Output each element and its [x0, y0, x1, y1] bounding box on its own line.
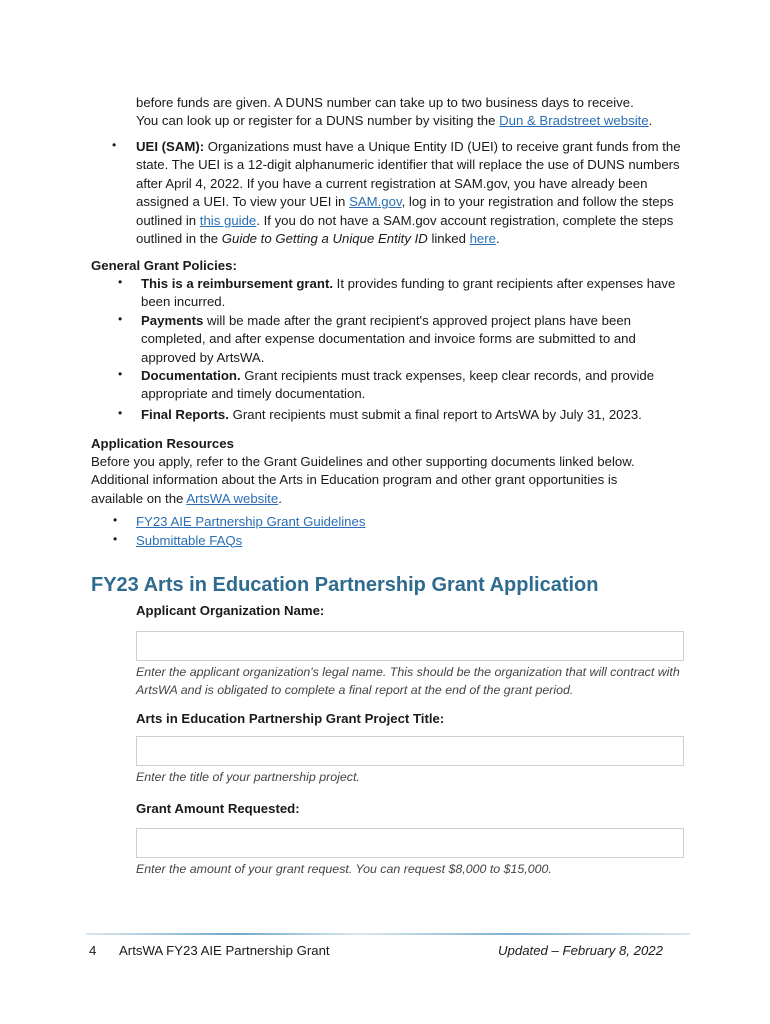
policy-item: • Final Reports. Grant recipients must submit a final report to ArtsWA by July 31, 2023. — [118, 405, 642, 422]
project-title-label: Arts in Education Partnership Grant Project Title: — [136, 711, 445, 726]
application-resources-section — [91, 435, 691, 550]
project-title-input[interactable] — [136, 736, 684, 766]
project-title-hint: Enter the title of your partnership project. — [136, 770, 360, 784]
resources-line-1: Before you apply, refer to the Grant Guidelines and other supporting documents linked below. — [91, 454, 635, 469]
faqs-link[interactable]: Submittable FAQs — [136, 532, 243, 548]
policies-heading: General Grant Policies: — [91, 258, 237, 273]
here-link[interactable]: here — [469, 231, 496, 247]
dun-bradstreet-link[interactable]: Dun & Bradstreet website — [499, 113, 649, 129]
resources-heading: Application Resources — [91, 436, 234, 451]
bullet-icon: • — [113, 513, 118, 528]
artswa-website-link[interactable]: ArtsWA website — [186, 490, 279, 506]
org-name-hint: Enter the applicant organization's legal name. This should be the organization that will contract with ArtsWA and is obligated to complete a final report at the end of the grant period. — [136, 665, 680, 698]
bullet-icon: • — [112, 138, 117, 152]
org-name-input[interactable] — [136, 631, 684, 661]
resources-line-2: Additional information about the Arts in Education program and other grant opportunities is — [91, 472, 618, 488]
form-title: FY23 Arts in Education Partnership Grant Application — [91, 574, 599, 596]
resource-link-item — [91, 513, 691, 531]
bullet-icon: • — [118, 405, 123, 420]
grant-policies-section — [91, 257, 691, 424]
guidelines-link[interactable]: FY23 AIE Partnership Grant Guidelines — [136, 514, 366, 530]
bullet-icon: • — [118, 275, 123, 289]
duns-line-2: You can look up or register for a DUNS number by visiting the Dun & Bradstreet website. — [136, 113, 653, 129]
policy-item: • Payments will be made after the grant recipient's approved project plans have been completed, and after expense documentation and invoice forms are submitted to and approved by ArtsWA. — [118, 311, 636, 365]
this-guide-link[interactable]: this guide — [199, 212, 257, 228]
policy-item: • This is a reimbursement grant. It provides funding to grant recipients after expenses have been incurred. — [118, 275, 676, 310]
guide-title: Guide to Getting a Unique Entity ID — [221, 231, 428, 247]
sam-gov-link[interactable]: SAM.gov — [349, 194, 402, 210]
uei-paragraph: UEI (SAM): Organizations must have a Unique Entity ID (UEI) to receive grant funds from the state. The UEI is a 12-digit alphanumeric identifier that will replace the use of DUNS numbers after April 4, 2022. If you have a current registration at SAM.gov, you have already been assigned a UEI. To view your UEI in SAM.gov, log in to your registration and follow the steps outlined in this guide. If you do not have a SAM.gov account registration, complete the steps outlined in the Guide to Getting a Unique Entity ID linked here. — [136, 139, 681, 247]
org-name-label: Applicant Organization Name: — [136, 603, 325, 618]
footer-divider — [86, 933, 690, 935]
duns-continuation — [136, 94, 696, 131]
grant-amount-label: Grant Amount Requested: — [136, 801, 300, 816]
page-number: 4 — [89, 943, 97, 958]
footer-doc-title: ArtsWA FY23 AIE Partnership Grant — [119, 943, 330, 958]
bullet-icon: • — [118, 311, 123, 326]
uei-item — [112, 138, 692, 248]
resources-line-3: available on the ArtsWA website. — [91, 490, 282, 506]
resource-links-list — [91, 513, 691, 550]
uei-label: UEI (SAM): — [136, 139, 205, 154]
policy-item: • Documentation. Grant recipients must track expenses, keep clear records, and provide appropriate and timely documentation. — [118, 367, 655, 402]
grant-amount-input[interactable] — [136, 828, 684, 858]
bullet-icon: • — [113, 531, 118, 546]
grant-amount-hint: Enter the amount of your grant request. You can request $8,000 to $15,000. — [136, 862, 552, 876]
bullet-icon: • — [118, 367, 123, 382]
footer-updated: Updated – February 8, 2022 — [498, 943, 663, 958]
resource-link-item — [91, 532, 691, 550]
policies-list — [91, 275, 691, 424]
duns-line-1: before funds are given. A DUNS number can take up to two business days to receive. — [136, 95, 634, 110]
